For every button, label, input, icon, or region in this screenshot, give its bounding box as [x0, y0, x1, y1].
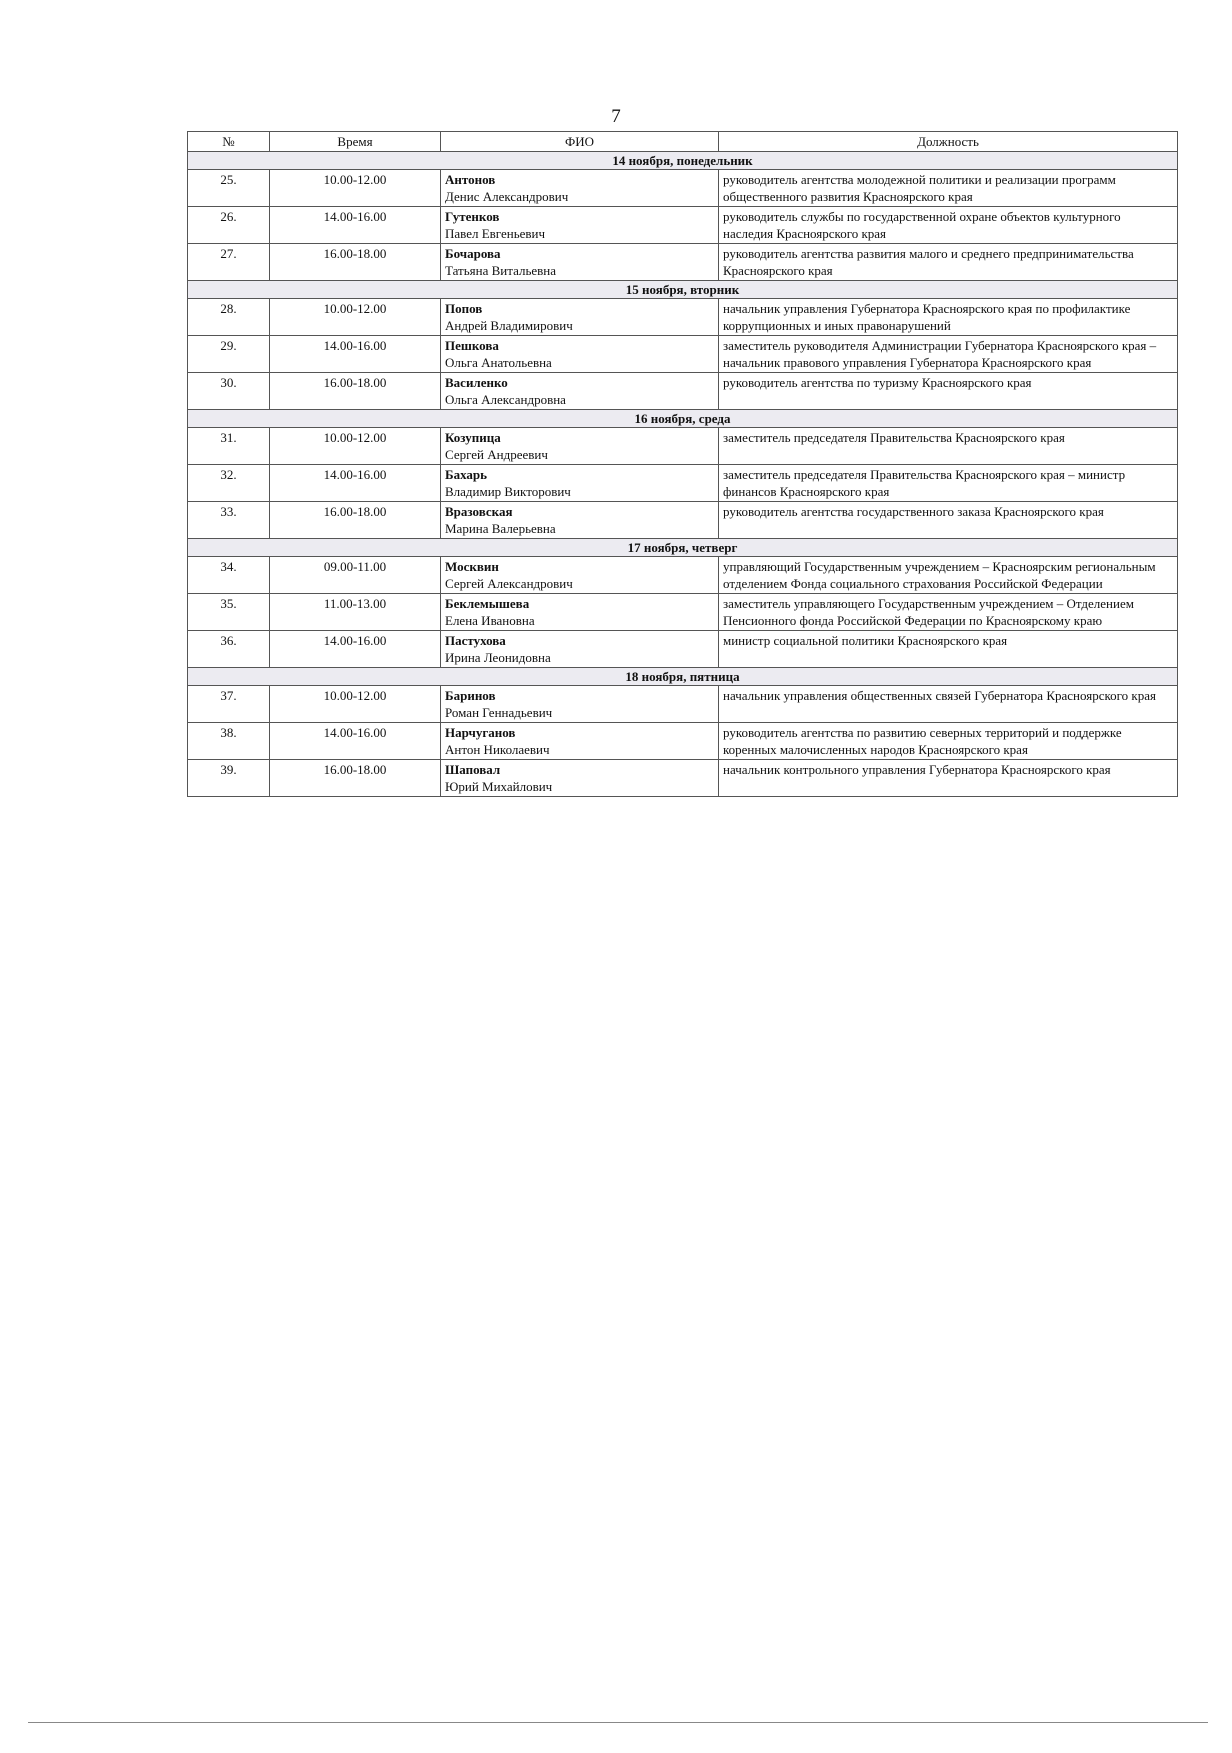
- header-fio: ФИО: [441, 132, 719, 152]
- surname: Пешкова: [445, 338, 499, 353]
- given-names: Сергей Андреевич: [445, 447, 548, 462]
- table-row: [188, 760, 1178, 797]
- row-position: заместитель председателя Правительства Красноярского края – министр финансов Красноярского края: [719, 465, 1178, 502]
- given-names: Денис Александрович: [445, 189, 569, 204]
- row-number: 27.: [188, 244, 270, 281]
- row-position: начальник контрольного управления Губернатора Красноярского края: [719, 760, 1178, 797]
- row-number: 31.: [188, 428, 270, 465]
- day-label: 17 ноября, четверг: [188, 539, 1178, 557]
- reception-schedule-table: [187, 131, 1178, 797]
- row-time: 16.00-18.00: [270, 760, 441, 797]
- header-num: №: [188, 132, 270, 152]
- day-header-row: [188, 539, 1178, 557]
- row-position: заместитель управляющего Государственным учреждением – Отделением Пенсионного фонда Российской Федерации по Красноярскому краю: [719, 594, 1178, 631]
- header-time: Время: [270, 132, 441, 152]
- row-number: 35.: [188, 594, 270, 631]
- given-names: Елена Ивановна: [445, 613, 535, 628]
- row-time: 10.00-12.00: [270, 299, 441, 336]
- given-names: Ольга Александровна: [445, 392, 566, 407]
- given-names: Павел Евгеньевич: [445, 226, 546, 241]
- surname: Нарчуганов: [445, 725, 516, 740]
- table-row: [188, 594, 1178, 631]
- row-position: министр социальной политики Красноярского края: [719, 631, 1178, 668]
- row-time: 16.00-18.00: [270, 373, 441, 410]
- surname: Пастухова: [445, 633, 506, 648]
- row-number: 39.: [188, 760, 270, 797]
- page-number: 7: [611, 106, 621, 127]
- header-row: [188, 132, 1178, 152]
- row-number: 34.: [188, 557, 270, 594]
- bottom-divider: [28, 1722, 1208, 1723]
- row-position: заместитель руководителя Администрации Губернатора Красноярского края – начальник правового управления Губернатора Красноярского края: [719, 336, 1178, 373]
- surname: Баринов: [445, 688, 496, 703]
- row-position: начальник управления общественных связей Губернатора Красноярского края: [719, 686, 1178, 723]
- row-fio: [441, 428, 719, 465]
- row-position: руководитель агентства молодежной политики и реализации программ общественного развития Красноярского края: [719, 170, 1178, 207]
- table-row: [188, 336, 1178, 373]
- surname: Беклемышева: [445, 596, 530, 611]
- table-row: [188, 686, 1178, 723]
- row-number: 32.: [188, 465, 270, 502]
- row-number: 30.: [188, 373, 270, 410]
- row-fio: [441, 594, 719, 631]
- row-fio: [441, 170, 719, 207]
- surname: Шаповал: [445, 762, 501, 777]
- row-time: 10.00-12.00: [270, 170, 441, 207]
- row-time: 14.00-16.00: [270, 465, 441, 502]
- row-position: руководитель агентства по туризму Красноярского края: [719, 373, 1178, 410]
- row-time: 11.00-13.00: [270, 594, 441, 631]
- row-fio: [441, 244, 719, 281]
- surname: Козупица: [445, 430, 501, 445]
- table-row: [188, 502, 1178, 539]
- table-row: [188, 557, 1178, 594]
- table-row: [188, 465, 1178, 502]
- row-time: 14.00-16.00: [270, 631, 441, 668]
- row-number: 36.: [188, 631, 270, 668]
- given-names: Сергей Александрович: [445, 576, 573, 591]
- row-fio: [441, 686, 719, 723]
- schedule-body: [188, 152, 1178, 797]
- day-label: 16 ноября, среда: [188, 410, 1178, 428]
- surname: Гутенков: [445, 209, 500, 224]
- row-fio: [441, 502, 719, 539]
- given-names: Татьяна Витальевна: [445, 263, 557, 278]
- row-fio: [441, 631, 719, 668]
- row-fio: [441, 299, 719, 336]
- row-number: 37.: [188, 686, 270, 723]
- day-header-row: [188, 281, 1178, 299]
- given-names: Владимир Викторович: [445, 484, 571, 499]
- day-header-row: [188, 668, 1178, 686]
- table-row: [188, 299, 1178, 336]
- table-row: [188, 631, 1178, 668]
- row-position: руководитель агентства по развитию северных территорий и поддержке коренных малочисленных народов Красноярского края: [719, 723, 1178, 760]
- row-number: 26.: [188, 207, 270, 244]
- surname: Вразовская: [445, 504, 513, 519]
- row-fio: [441, 336, 719, 373]
- row-time: 14.00-16.00: [270, 723, 441, 760]
- given-names: Роман Геннадьевич: [445, 705, 553, 720]
- row-number: 33.: [188, 502, 270, 539]
- table-row: [188, 723, 1178, 760]
- surname: Антонов: [445, 172, 496, 187]
- table-row: [188, 170, 1178, 207]
- row-fio: [441, 373, 719, 410]
- given-names: Юрий Михайлович: [445, 779, 553, 794]
- row-position: заместитель председателя Правительства Красноярского края: [719, 428, 1178, 465]
- given-names: Андрей Владимирович: [445, 318, 573, 333]
- row-position: руководитель службы по государственной охране объектов культурного наследия Красноярского края: [719, 207, 1178, 244]
- row-fio: [441, 465, 719, 502]
- row-time: 09.00-11.00: [270, 557, 441, 594]
- row-time: 14.00-16.00: [270, 336, 441, 373]
- row-position: руководитель агентства государственного заказа Красноярского края: [719, 502, 1178, 539]
- header-position: Должность: [719, 132, 1178, 152]
- table-row: [188, 428, 1178, 465]
- row-fio: [441, 723, 719, 760]
- row-position: начальник управления Губернатора Красноярского края по профилактике коррупционных и иных правонарушений: [719, 299, 1178, 336]
- row-time: 10.00-12.00: [270, 686, 441, 723]
- given-names: Ольга Анатольевна: [445, 355, 552, 370]
- day-header-row: [188, 152, 1178, 170]
- row-time: 14.00-16.00: [270, 207, 441, 244]
- table-row: [188, 373, 1178, 410]
- surname: Бочарова: [445, 246, 501, 261]
- surname: Попов: [445, 301, 483, 316]
- row-time: 16.00-18.00: [270, 502, 441, 539]
- row-time: 10.00-12.00: [270, 428, 441, 465]
- row-position: управляющий Государственным учреждением – Красноярским региональным отделением Фонда социального страхования Российской Федерации: [719, 557, 1178, 594]
- day-label: 15 ноября, вторник: [188, 281, 1178, 299]
- row-position: руководитель агентства развития малого и среднего предпринимательства Красноярского края: [719, 244, 1178, 281]
- surname: Москвин: [445, 559, 499, 574]
- row-fio: [441, 760, 719, 797]
- row-number: 38.: [188, 723, 270, 760]
- row-number: 25.: [188, 170, 270, 207]
- day-label: 18 ноября, пятница: [188, 668, 1178, 686]
- surname: Бахарь: [445, 467, 488, 482]
- day-label: 14 ноября, понедельник: [188, 152, 1178, 170]
- row-fio: [441, 557, 719, 594]
- row-number: 28.: [188, 299, 270, 336]
- given-names: Ирина Леонидовна: [445, 650, 551, 665]
- table-row: [188, 207, 1178, 244]
- given-names: Антон Николаевич: [445, 742, 550, 757]
- table-row: [188, 244, 1178, 281]
- row-time: 16.00-18.00: [270, 244, 441, 281]
- row-number: 29.: [188, 336, 270, 373]
- surname: Василенко: [445, 375, 508, 390]
- given-names: Марина Валерьевна: [445, 521, 556, 536]
- row-fio: [441, 207, 719, 244]
- day-header-row: [188, 410, 1178, 428]
